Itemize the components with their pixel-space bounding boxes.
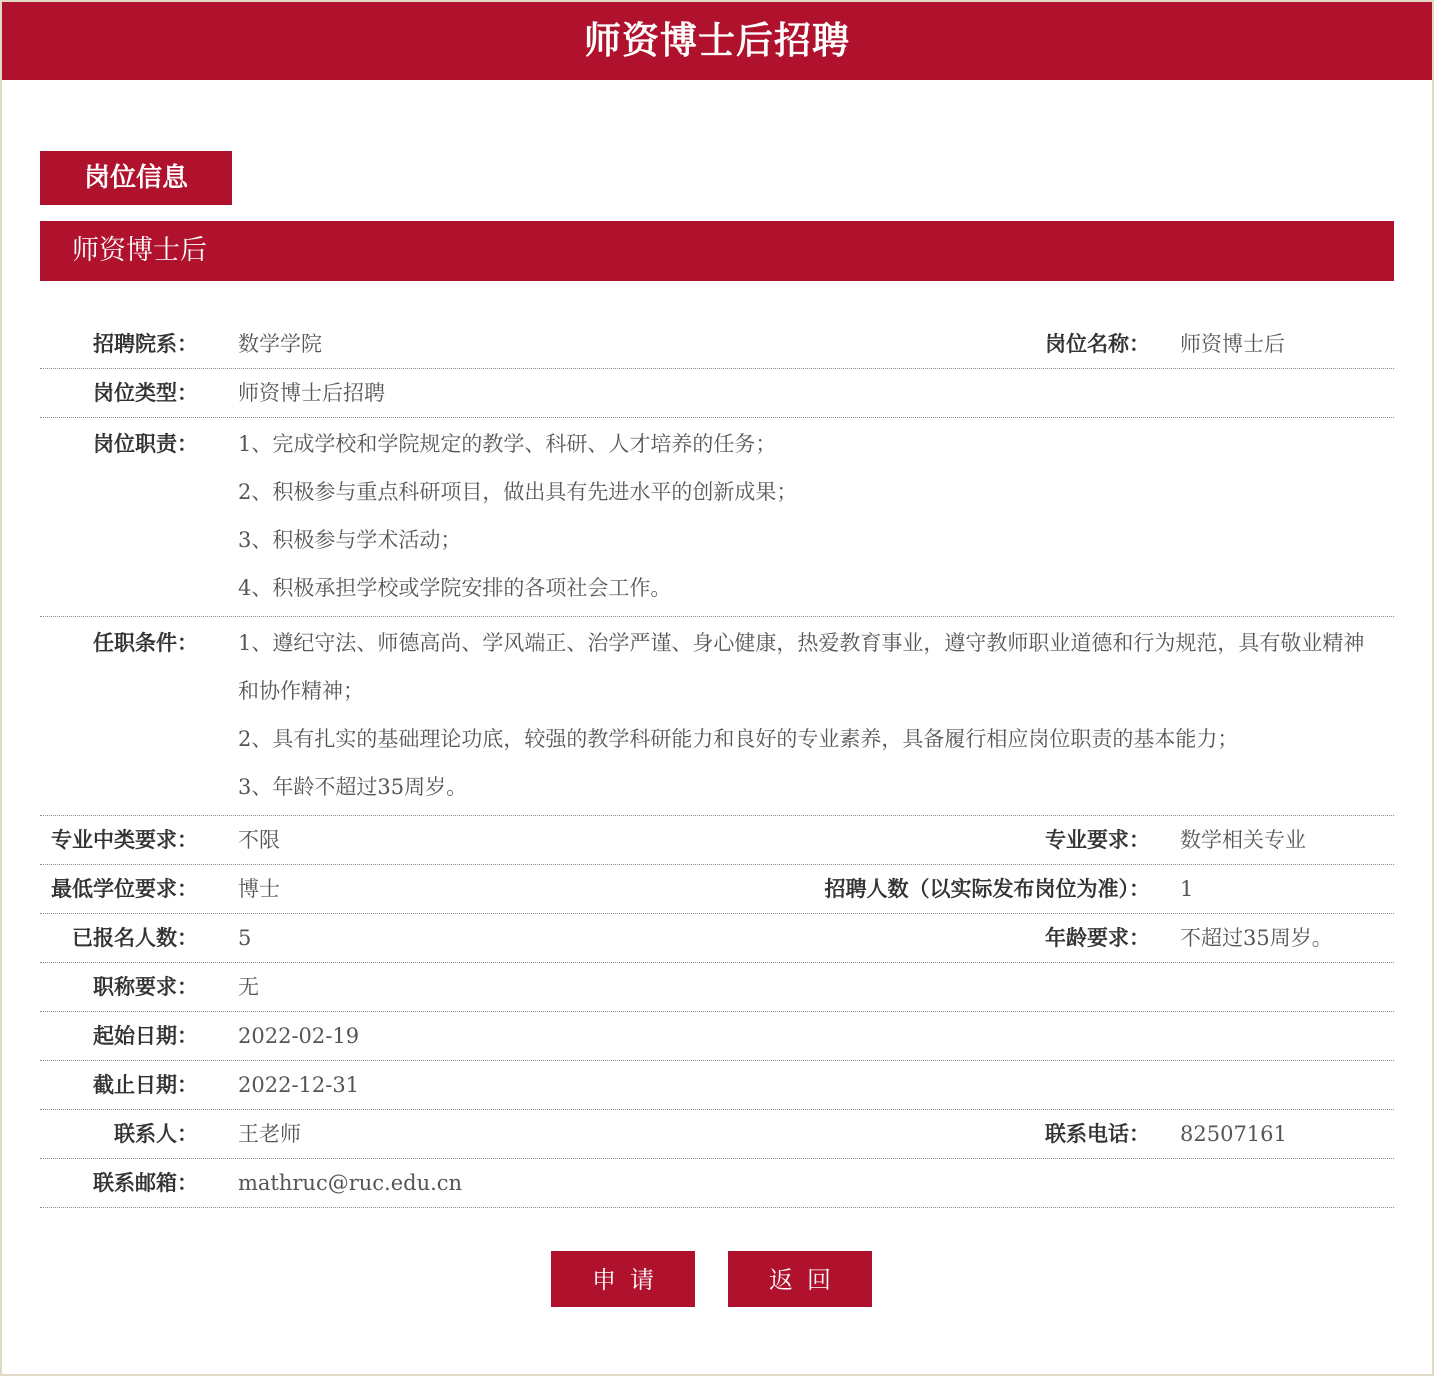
title-req-value: 无: [238, 975, 259, 999]
min-degree-label: 最低学位要求：: [51, 876, 198, 901]
applicants-label: 已报名人数：: [72, 925, 198, 950]
requirement-line: 3、年龄不超过35周岁。: [238, 775, 468, 799]
row-contact: [40, 1110, 1394, 1159]
row-start-date: [40, 1012, 1394, 1061]
apply-button[interactable]: 申请: [551, 1251, 695, 1307]
row-position-type: [40, 369, 1394, 418]
requirement-line: 1、遵纪守法、师德高尚、学风端正、治学严谨、身心健康，热爱教育事业，遵守教师职业道德和行为规范，具有敬业精神和协作精神；: [238, 631, 1365, 703]
requirement-line: 2、具有扎实的基础理论功底，较强的教学科研能力和良好的专业素养，具备履行相应岗位职责的基本能力；: [238, 727, 1239, 751]
start-date-value: 2022-02-19: [238, 1024, 360, 1048]
department-label: 招聘院系：: [93, 331, 198, 356]
job-detail-table: [40, 320, 1394, 1208]
title-req-label: 职称要求：: [93, 974, 198, 999]
major-label: 专业要求：: [1045, 827, 1150, 852]
age-value: 不超过35周岁。: [1180, 926, 1333, 950]
row-department: [40, 320, 1394, 369]
requirements-value: [218, 619, 1394, 811]
section-tab-position-info: 岗位信息: [40, 151, 232, 205]
position-type-value: 师资博士后招聘: [238, 381, 385, 405]
row-end-date: [40, 1061, 1394, 1110]
back-button[interactable]: 返回: [728, 1251, 872, 1307]
major-value: 数学相关专业: [1180, 828, 1306, 852]
age-label: 年龄要求：: [1045, 925, 1150, 950]
contact-value: 王老师: [238, 1122, 301, 1146]
job-title-bar: 师资博士后: [40, 221, 1394, 281]
duty-line: 2、积极参与重点科研项目，做出具有先进水平的创新成果；: [238, 480, 798, 504]
duty-line: 3、积极参与学术活动；: [238, 528, 462, 552]
duties-value: [218, 420, 1394, 612]
position-type-label: 岗位类型：: [93, 380, 198, 405]
action-buttons: [551, 1251, 881, 1307]
email-value: mathruc@ruc.edu.cn: [238, 1171, 463, 1195]
start-date-label: 起始日期：: [93, 1023, 198, 1048]
headcount-label: 招聘人数（以实际发布岗位为准）：: [824, 876, 1150, 901]
page-title: 师资博士后招聘: [2, 2, 1432, 80]
duty-line: 1、完成学校和学院规定的教学、科研、人才培养的任务；: [238, 432, 777, 456]
row-requirements: [40, 617, 1394, 816]
position-name-label: 岗位名称：: [1045, 331, 1150, 356]
row-email: [40, 1159, 1394, 1208]
row-duties: [40, 418, 1394, 617]
major-category-label: 专业中类要求：: [51, 827, 198, 852]
major-category-value: 不限: [238, 828, 280, 852]
row-degree: [40, 865, 1394, 914]
row-major: [40, 816, 1394, 865]
position-name-value: 师资博士后: [1180, 332, 1285, 356]
row-title-req: [40, 963, 1394, 1012]
phone-label: 联系电话：: [1045, 1121, 1150, 1146]
duties-label: 岗位职责：: [93, 431, 198, 456]
applicants-value: 5: [238, 926, 252, 950]
duty-line: 4、积极承担学校或学院安排的各项社会工作。: [238, 576, 672, 600]
min-degree-value: 博士: [238, 877, 280, 901]
department-value: 数学学院: [238, 332, 322, 356]
headcount-value: 1: [1180, 877, 1194, 901]
row-applicants: [40, 914, 1394, 963]
requirements-label: 任职条件：: [93, 630, 198, 655]
end-date-value: 2022-12-31: [238, 1073, 360, 1097]
phone-value: 82507161: [1180, 1122, 1287, 1146]
email-label: 联系邮箱：: [93, 1170, 198, 1195]
contact-label: 联系人：: [114, 1121, 198, 1146]
end-date-label: 截止日期：: [93, 1072, 198, 1097]
